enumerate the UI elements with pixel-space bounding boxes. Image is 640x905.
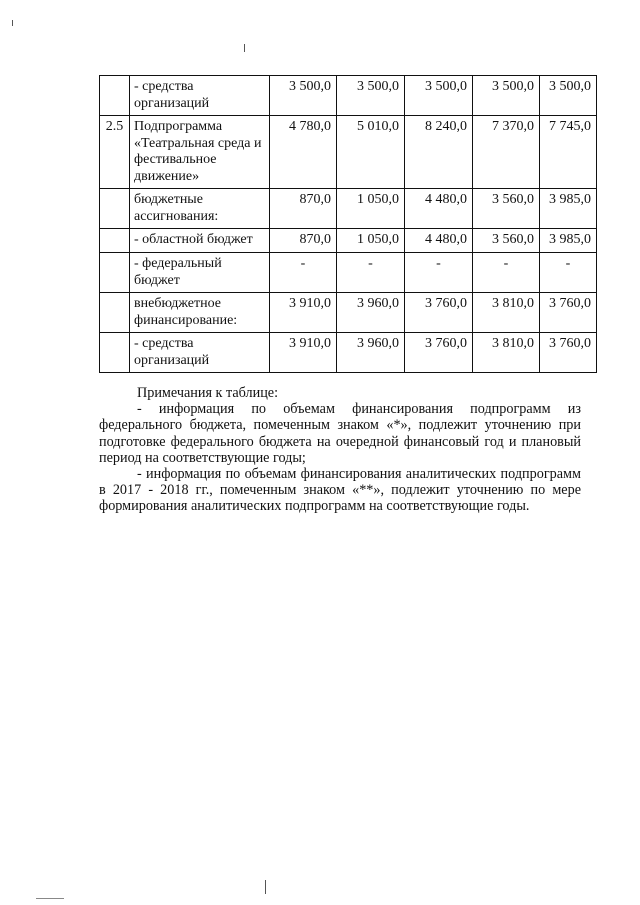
table-row bbox=[100, 229, 597, 253]
table-row bbox=[100, 253, 597, 293]
row-index-cell bbox=[100, 76, 130, 116]
table-row bbox=[100, 293, 597, 333]
row-index-cell: 2.5 bbox=[100, 116, 130, 189]
value-cell: 4 480,0 bbox=[405, 229, 473, 253]
value-cell: 870,0 bbox=[270, 229, 337, 253]
row-label-cell: - средства организаций bbox=[130, 76, 270, 116]
value-cell: 3 500,0 bbox=[405, 76, 473, 116]
scan-speck bbox=[265, 880, 266, 894]
value-cell: 7 745,0 bbox=[540, 116, 597, 189]
scan-speck bbox=[244, 44, 245, 52]
value-cell: 3 985,0 bbox=[540, 229, 597, 253]
row-label-cell: - средства организаций bbox=[130, 333, 270, 373]
table-row bbox=[100, 189, 597, 229]
financing-table bbox=[99, 75, 597, 373]
value-cell: - bbox=[337, 253, 405, 293]
row-index-cell bbox=[100, 333, 130, 373]
row-index-cell bbox=[100, 229, 130, 253]
note-item-analytical: - информация по объемам финансирования аналитических подпрограмм в 2017 - 2018 гг., помеченным знаком «**», подлежит уточнению по мере формирования аналитических подпрограмм на соответствующие годы. bbox=[99, 466, 581, 515]
value-cell: 7 370,0 bbox=[473, 116, 540, 189]
value-cell: 3 560,0 bbox=[473, 229, 540, 253]
value-cell: 3 500,0 bbox=[337, 76, 405, 116]
row-label-cell: - областной бюджет bbox=[130, 229, 270, 253]
value-cell: 3 500,0 bbox=[270, 76, 337, 116]
row-index-cell bbox=[100, 189, 130, 229]
value-cell: 3 810,0 bbox=[473, 293, 540, 333]
table-row bbox=[100, 76, 597, 116]
value-cell: 3 910,0 bbox=[270, 333, 337, 373]
value-cell: - bbox=[473, 253, 540, 293]
value-cell: 3 760,0 bbox=[405, 333, 473, 373]
value-cell: 8 240,0 bbox=[405, 116, 473, 189]
value-cell: 3 960,0 bbox=[337, 293, 405, 333]
table-row bbox=[100, 116, 597, 189]
table-row bbox=[100, 333, 597, 373]
notes-title: Примечания к таблице: bbox=[137, 385, 279, 401]
row-index-cell bbox=[100, 253, 130, 293]
value-cell: 5 010,0 bbox=[337, 116, 405, 189]
table-notes bbox=[99, 385, 581, 515]
value-cell: 3 500,0 bbox=[473, 76, 540, 116]
value-cell: 3 500,0 bbox=[540, 76, 597, 116]
row-label-cell: бюджетные ассигнования: bbox=[130, 189, 270, 229]
value-cell: 3 985,0 bbox=[540, 189, 597, 229]
value-cell: - bbox=[270, 253, 337, 293]
value-cell: 3 910,0 bbox=[270, 293, 337, 333]
row-label-cell: внебюджетное финансирование: bbox=[130, 293, 270, 333]
value-cell: 3 960,0 bbox=[337, 333, 405, 373]
value-cell: 3 760,0 bbox=[405, 293, 473, 333]
value-cell: 1 050,0 bbox=[337, 189, 405, 229]
value-cell: 1 050,0 bbox=[337, 229, 405, 253]
note-item-federal: - информация по объемам финансирования подпрограмм из федерального бюджета, помеченным знаком «*», подлежит уточнению при подготовке федерального бюджета на очередной финансовый год и плановый период на соответствующие годы; bbox=[99, 401, 581, 466]
value-cell: 3 760,0 bbox=[540, 333, 597, 373]
value-cell: 4 780,0 bbox=[270, 116, 337, 189]
row-index-cell bbox=[100, 293, 130, 333]
value-cell: - bbox=[405, 253, 473, 293]
value-cell: 4 480,0 bbox=[405, 189, 473, 229]
row-label-cell: Подпрограмма «Театральная среда и фестивальное движение» bbox=[130, 116, 270, 189]
scan-speck bbox=[12, 20, 13, 26]
value-cell: 3 810,0 bbox=[473, 333, 540, 373]
row-label-cell: - федеральный бюджет bbox=[130, 253, 270, 293]
value-cell: 870,0 bbox=[270, 189, 337, 229]
table-body bbox=[100, 76, 597, 373]
value-cell: - bbox=[540, 253, 597, 293]
value-cell: 3 560,0 bbox=[473, 189, 540, 229]
value-cell: 3 760,0 bbox=[540, 293, 597, 333]
scan-speck bbox=[36, 898, 64, 899]
